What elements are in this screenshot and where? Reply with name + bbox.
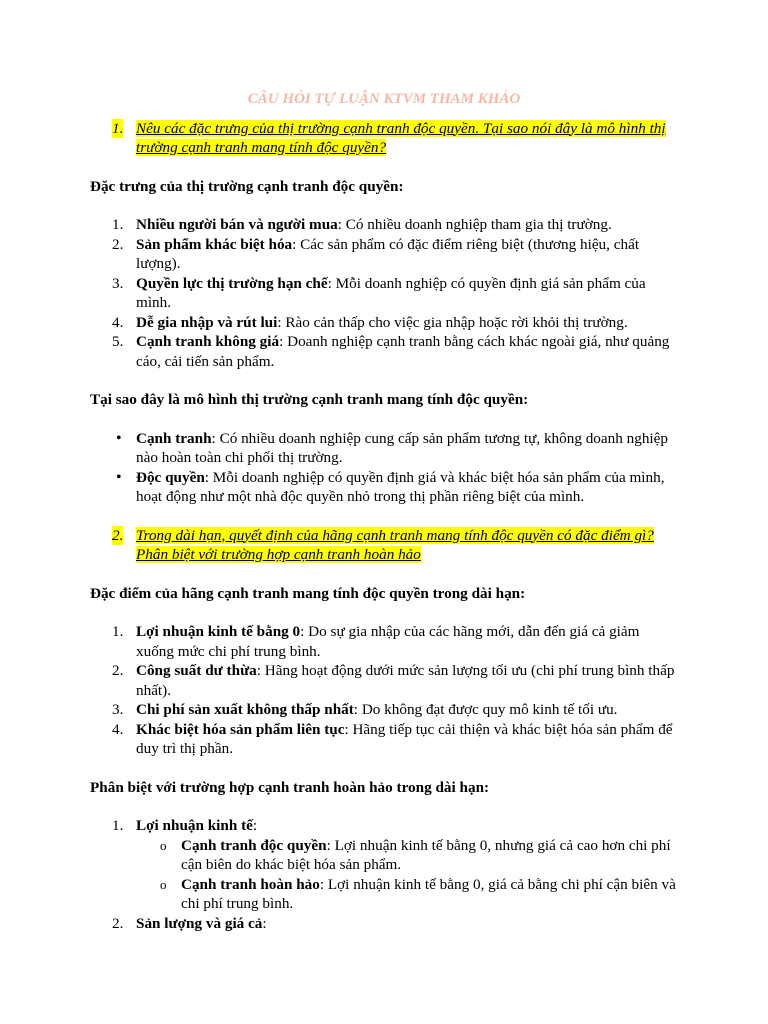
list-item: 3. Chi phí sản xuất không thấp nhất: Do không đạt được quy mô kinh tế tối ưu. xyxy=(112,701,618,718)
question-2-list xyxy=(90,526,678,565)
section-3-heading: Đặc điểm của hãng cạnh tranh mang tính độc quyền trong dài hạn: xyxy=(90,584,526,602)
question-2-number: 2. xyxy=(112,526,124,544)
bullet-icon: • xyxy=(116,468,122,486)
circle-bullet-icon: o xyxy=(160,876,167,892)
question-1-list xyxy=(90,119,678,158)
list-item: 1. Nhiều người bán và người mua: Có nhiều doanh nghiệp tham gia thị trường. xyxy=(112,216,612,233)
section-4-sublist xyxy=(90,836,678,914)
section-1-list xyxy=(90,215,678,371)
section-4-heading: Phân biệt với trường hợp cạnh tranh hoàn hảo trong dài hạn: xyxy=(90,778,490,796)
list-item: 1. Lợi nhuận kinh tế: xyxy=(112,817,258,834)
section-3-list xyxy=(90,622,678,759)
section-4-list-continued xyxy=(90,914,678,934)
list-item: 2. Công suất dư thừa: Hãng hoạt động dưới mức sản lượng tối ưu (chi phí trung bình thấp nhất). xyxy=(112,662,675,699)
section-4-list xyxy=(90,816,678,836)
list-item: • Cạnh tranh: Có nhiều doanh nghiệp cung cấp sản phẩm tương tự, không doanh nghiệp nào hoàn toàn chi phối thị trường. xyxy=(116,429,668,466)
question-1 xyxy=(90,119,678,158)
question-1-text: Nêu các đặc trưng của thị trường cạnh tranh độc quyền. Tại sao nói đây là mô hình thị trường cạnh tranh mang tính độc quyền? xyxy=(136,119,666,156)
sub-list-item: o Cạnh tranh hoàn hảo: Lợi nhuận kinh tế bằng 0, giá cả bằng chi phí cận biên và chi phí trung bình. xyxy=(160,875,676,912)
list-item: 4. Khác biệt hóa sản phẩm liên tục: Hãng tiếp tục cải thiện và khác biệt hóa sản phẩm để duy trì thị phần. xyxy=(112,720,673,757)
list-item: 5. Cạnh tranh không giá: Doanh nghiệp cạnh tranh bằng cách khác ngoài giá, như quảng cáo, cải tiến sản phẩm. xyxy=(112,333,670,370)
bullet-icon: • xyxy=(116,429,122,447)
list-item: 2. Sản lượng và giá cả: xyxy=(112,914,267,932)
section-2-heading: Tại sao đây là mô hình thị trường cạnh tranh mang tính độc quyền: xyxy=(90,391,529,408)
sub-list-item: o Cạnh tranh độc quyền: Lợi nhuận kinh tế bằng 0, nhưng giá cả cao hơn chi phí cận biên do khác biệt hóa sản phẩm. xyxy=(160,836,671,873)
question-2-text: Trong dài hạn, quyết định của hãng cạnh tranh mang tính độc quyền có đặc điểm gì? Phân biệt với trường hợp cạnh tranh hoàn hảo xyxy=(136,526,654,563)
list-item: • Độc quyền: Mỗi doanh nghiệp có quyền định giá và khác biệt hóa sản phẩm của mình, hoạt động như một nhà độc quyền nhỏ trong thị phần riêng biệt của mình. xyxy=(116,468,665,505)
section-1-heading: Đặc trưng của thị trường cạnh tranh độc quyền: xyxy=(90,177,404,195)
question-1-number: 1. xyxy=(112,119,124,137)
list-item: 1. Lợi nhuận kinh tế bằng 0: Do sự gia nhập của các hãng mới, dẫn đến giá cả giảm xuống mức chi phí trung bình. xyxy=(112,623,640,660)
list-item: 4. Dễ gia nhập và rút lui: Rào cản thấp cho việc gia nhập hoặc rời khỏi thị trường. xyxy=(112,313,628,331)
list-item: 3. Quyền lực thị trường hạn chế: Mỗi doanh nghiệp có quyền định giá sản phẩm của mình. xyxy=(112,274,646,311)
list-item: 2. Sản phẩm khác biệt hóa: Các sản phẩm có đặc điểm riêng biệt (thương hiệu, chất lượng). xyxy=(112,235,640,272)
question-2 xyxy=(90,526,678,565)
circle-bullet-icon: o xyxy=(160,837,167,853)
document-title: CÂU HỎI TỰ LUẬN KTVM THAM KHẢO xyxy=(247,91,521,107)
section-2-list xyxy=(90,429,678,507)
